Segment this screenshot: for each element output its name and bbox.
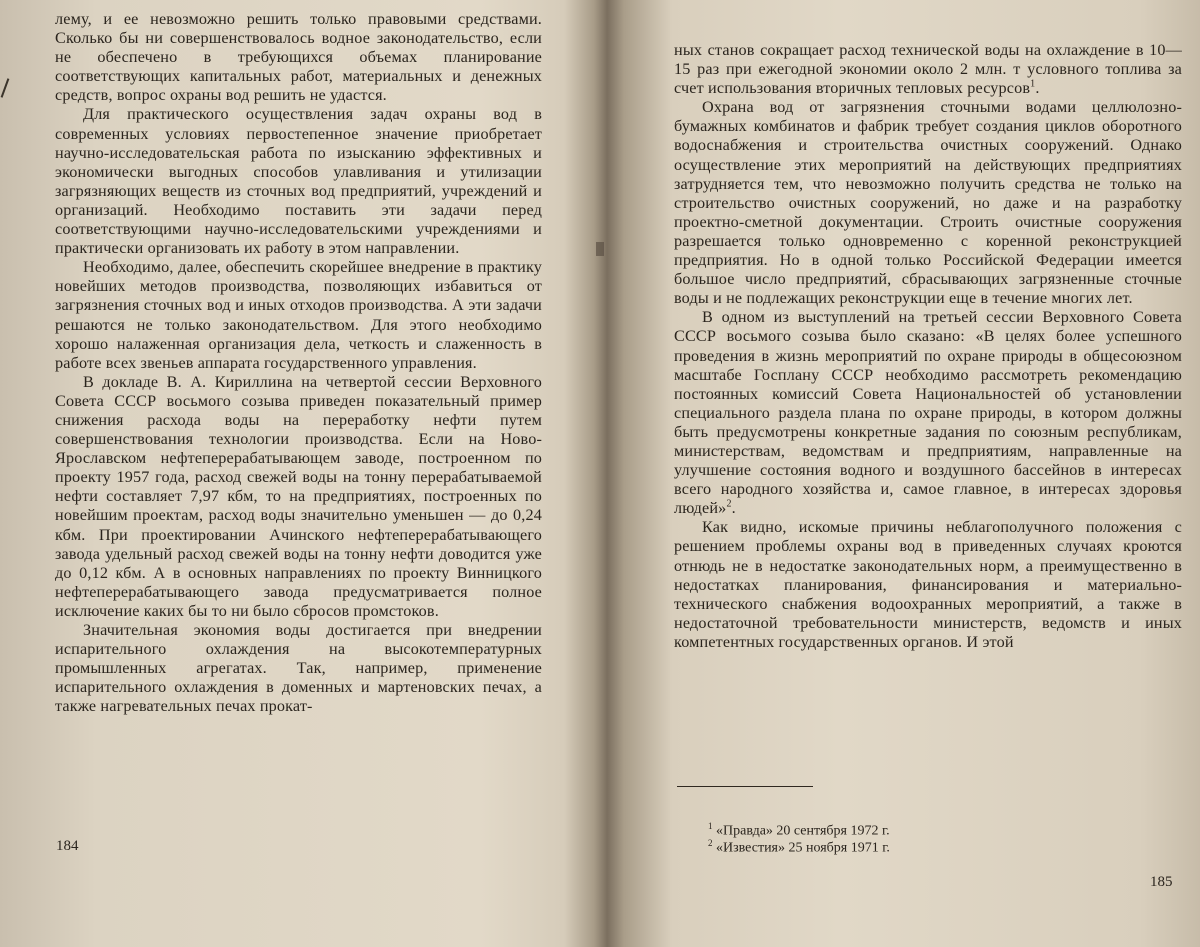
right-paragraph-3-text: В одном из выступлений на третьей сессии Верховного Совета СССР восьмого созыва было сказано: «В целях более успешного проведения в жизнь мероприятий по охране природы в общесоюзном масштабе Госплану СССР необходимо рассмотреть рекомендацию постоянных комиссий Совета Национальностей об установлении специального раздела плана по охране природы, в котором должны быть предусмотрены конкретные задания по союзным республикам, министерствам, ведомствам и предприятиям, направленные на улучшение состояния водного и воздушного бассейнов в интересах всего народного хозяйства и, самое главное, в интересах здоровья людей» [674, 308, 1182, 518]
left-paragraph-1: лему, и ее невозможно решить только правовыми средствами. Сколько бы ни совершенствовалось водное законодательство, если не обеспечено в требующихся объемах планирование соответствующих капитальных работ, материальных и денежных средств, вопрос охраны вод решить не удастся. [55, 10, 542, 105]
right-paragraph-1-tail: . [1035, 79, 1040, 98]
left-page-text [55, 10, 542, 716]
footnote-2 [708, 835, 1128, 857]
right-paragraph-3-tail: . [731, 499, 736, 518]
right-page-text [674, 41, 1182, 652]
left-paragraph-2: Для практического осуществления задач охраны вод в современных условиях первостепенное значение приобретает научно-исследовательская работа по изысканию эффективных и экономически выгодных способов улавливания и утилизации загрязняющих веществ из сточных вод предприятий, учреждений и организаций. Необходимо поставить эти задачи перед соответствующими научно-исследовательскими учреждениями и практически организовать их работу в этом направлении. [55, 105, 542, 258]
footnote-2-text: «Известия» 25 ноября 1971 г. [716, 840, 890, 856]
right-page [608, 0, 1200, 947]
right-paragraph-1 [674, 41, 1182, 98]
footnote-ref-1: 1 [1030, 78, 1036, 90]
footnote-ref-2: 2 [726, 498, 732, 510]
right-page-number: 185 [1150, 874, 1173, 890]
footnote-2-mark: 2 [708, 838, 713, 848]
left-paragraph-5: Значительная экономия воды достигается при внедрении испарительного охлаждения на высокотемпературных промышленных агрегатах. Так, например, применение испарительного охлаждения в доменных и мартеновских печах, а также нагревательных печах прокат- [55, 621, 542, 716]
margin-pencil-mark [1, 78, 10, 97]
spine-stain [596, 242, 604, 256]
right-paragraph-4: Как видно, искомые причины неблагополучного положения с решением проблемы охраны вод в приведенных случаях кроются отнюдь не в недостатке законодательных норм, а преимущественно в недостатках планирования, финансирования и материально-технического снабжения водоохранных мероприятий, а также в недостаточной требовательности министерств, ведомств и иных компетентных государственных органов. И этой [674, 518, 1182, 651]
left-paragraph-4: В докладе В. А. Кириллина на четвертой сессии Верховного Совета СССР восьмого созыва приведен показательный пример снижения расхода воды на переработку нефти путем совершенствования технологии производства. Если на Ново-Ярославском нефтеперерабатывающем заводе, построенном по проекту 1957 года, расход свежей воды на тонну перерабатываемой нефти составляет 7,97 кбм, то на предприятиях, построенных по новейшим проектам, расход воды значительно уменьшен — до 0,24 кбм. При проектировании Ачинского нефтеперерабатывающего завода удельный расход свежей воды на тонну нефти доводится уже до 0,12 кбм. А в основных направлениях по проекту Винницкого нефтеперерабатывающего завода предусматривается полное исключение каких бы то ни было сбросов промстоков. [55, 372, 542, 620]
left-page-number: 184 [56, 838, 79, 854]
right-paragraph-3 [674, 308, 1182, 518]
footnote-divider [677, 786, 813, 787]
footnote-1-mark: 1 [708, 821, 713, 831]
footnote-1-text: «Правда» 20 сентября 1972 г. [716, 823, 890, 839]
right-paragraph-1-text: ных станов сокращает расход технической воды на охлаждение в 10—15 раз при ежегодной экономии около 2 млн. т условного топлива за счет использования вторичных тепловых ресурсов [674, 41, 1182, 98]
right-paragraph-2: Охрана вод от загрязнения сточными водами целлюлозно-бумажных комбинатов и фабрик требует создания циклов оборотного водоснабжения и строительства очистных сооружений. Однако осуществление этих мероприятий на действующих предприятиях затрудняется тем, что невозможно получить средства не только на строительство очистных сооружений, но даже и на разработку проектно-сметной документации. Строить очистные сооружения разрешается только одновременно с коренной реконструкцией предприятия. Но в одной только Российской Федерации имеется большое число предприятий, сбрасывающих загрязненные сточные воды и не подлежащих реконструкции еще в течение многих лет. [674, 98, 1182, 308]
left-paragraph-3: Необходимо, далее, обеспечить скорейшее внедрение в практику новейших методов производства, позволяющих избавиться от загрязнения сточных вод и иных отходов производства. А эти задачи решаются не только законодательством. Для этого необходимо хорошо налаженная организация дела, четкость и слаженность в работе всех звеньев аппарата государственного управления. [55, 258, 542, 372]
